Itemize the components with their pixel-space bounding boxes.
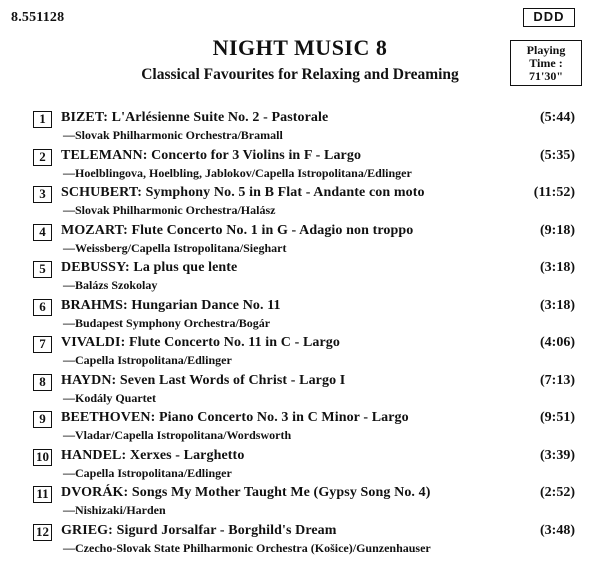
track-performers: —Budapest Symphony Orchestra/Bogár [63, 315, 271, 330]
track-composer: GRIEG: [61, 522, 113, 538]
track-number-box: 3 [33, 186, 52, 203]
track-number-box: 7 [33, 336, 52, 353]
track-list [33, 110, 583, 560]
track-title [61, 373, 345, 389]
track-title [61, 260, 237, 276]
track-row [33, 373, 583, 411]
page-title: NIGHT MUSIC 8 [212, 35, 388, 60]
track-work: Seven Last Words of Christ - Largo I [119, 372, 346, 388]
track-performers: —Weissberg/Capella Istropolitana/Sieghart [63, 240, 287, 255]
track-number-box: 1 [33, 111, 52, 128]
catalog-number: 8.551128 [11, 10, 65, 25]
track-duration: (7:13) [540, 372, 575, 388]
track-row [33, 485, 583, 523]
track-number-box: 8 [33, 374, 52, 391]
track-work: Flute Concerto No. 11 in C - Largo [128, 335, 340, 350]
track-title [61, 110, 328, 126]
track-work: L'Arlésienne Suite No. 2 - Pastorale [111, 110, 329, 125]
track-composer: BIZET: [61, 110, 109, 125]
track-composer: BEETHOVEN: [61, 410, 156, 425]
track-work: Hungarian Dance No. 11 [131, 297, 281, 313]
playing-time-value: 71'30" [529, 69, 563, 83]
track-number-box: 6 [33, 299, 52, 316]
track-work: Symphony No. 5 in B Flat - Andante con moto [145, 185, 425, 200]
track-duration: (3:18) [540, 297, 575, 313]
track-duration: (3:48) [540, 522, 575, 538]
track-row [33, 410, 583, 448]
track-work: Sigurd Jorsalfar - Borghild's Dream [116, 522, 337, 538]
track-duration: (11:52) [533, 185, 575, 200]
track-number-box: 2 [33, 149, 52, 166]
track-work: Concerto for 3 Violins in F - Largo [151, 147, 362, 163]
track-composer: DEBUSSY: [61, 260, 130, 275]
track-duration: (2:52) [540, 485, 575, 500]
track-work: La plus que lente [133, 260, 238, 275]
track-row [33, 185, 583, 223]
track-row [33, 298, 583, 336]
track-performers: —Hoelblingova, Hoelbling, Jablokov/Capella Istropolitana/Edlinger [63, 165, 412, 180]
playing-time-line1: Playing [526, 43, 566, 57]
track-number-box: 12 [33, 524, 52, 541]
track-duration: (9:51) [540, 410, 575, 425]
ddd-badge: DDD [523, 8, 575, 27]
track-title [61, 185, 425, 201]
track-performers: —Capella Istropolitana/Edlinger [63, 465, 232, 480]
track-title [61, 148, 361, 164]
track-composer: SCHUBERT: [61, 185, 143, 200]
track-number-box: 11 [33, 486, 52, 503]
track-duration: (9:18) [540, 222, 575, 238]
track-duration: (3:18) [540, 260, 575, 275]
track-row [33, 260, 583, 298]
track-work: Flute Concerto No. 1 in G - Adagio non troppo [131, 222, 414, 238]
track-title [61, 223, 413, 239]
track-performers: —Slovak Philharmonic Orchestra/Halász [63, 203, 276, 217]
track-title [61, 448, 244, 464]
track-composer: HANDEL: [61, 447, 127, 463]
track-title [61, 335, 340, 351]
track-composer: HAYDN: [61, 372, 117, 388]
track-performers: —Capella Istropolitana/Edlinger [63, 353, 232, 367]
track-composer: MOZART: [61, 222, 128, 238]
track-number-box: 10 [33, 449, 52, 466]
track-performers: —Czecho-Slovak State Philharmonic Orchestra (Košice)/Gunzenhauser [63, 540, 431, 555]
track-duration: (5:44) [540, 110, 575, 125]
track-row [33, 223, 583, 261]
track-composer: TELEMANN: [61, 147, 148, 163]
track-row [33, 523, 583, 561]
track-work: Songs My Mother Taught Me (Gypsy Song No. 4) [131, 485, 431, 500]
track-duration: (5:35) [540, 147, 575, 163]
track-performers: —Slovak Philharmonic Orchestra/Bramall [63, 128, 283, 142]
track-row [33, 110, 583, 148]
track-number-box: 5 [33, 261, 52, 278]
track-title [61, 485, 431, 501]
track-work: Xerxes - Larghetto [129, 447, 245, 463]
track-row [33, 448, 583, 486]
track-work: Piano Concerto No. 3 in C Minor - Largo [158, 410, 409, 425]
track-title [61, 523, 337, 539]
track-row [33, 335, 583, 373]
track-duration: (3:39) [540, 447, 575, 463]
track-duration: (4:06) [540, 335, 575, 350]
track-performers: —Kodály Quartet [63, 390, 156, 405]
track-performers: —Vladar/Capella Istropolitana/Wordsworth [63, 428, 292, 442]
track-row [33, 148, 583, 186]
track-number-box: 4 [33, 224, 52, 241]
track-title [61, 298, 281, 314]
track-performers: —Balázs Szokolay [63, 278, 158, 292]
track-number-box: 9 [33, 411, 52, 428]
page-subtitle: Classical Favourites for Relaxing and Dreaming [141, 66, 459, 83]
track-title [61, 410, 409, 426]
track-composer: VIVALDI: [61, 335, 126, 350]
track-composer: DVORÁK: [61, 485, 129, 500]
track-performers: —Nishizaki/Harden [63, 503, 166, 517]
track-composer: BRAHMS: [61, 297, 128, 313]
playing-time-line2: Time : [529, 56, 563, 70]
